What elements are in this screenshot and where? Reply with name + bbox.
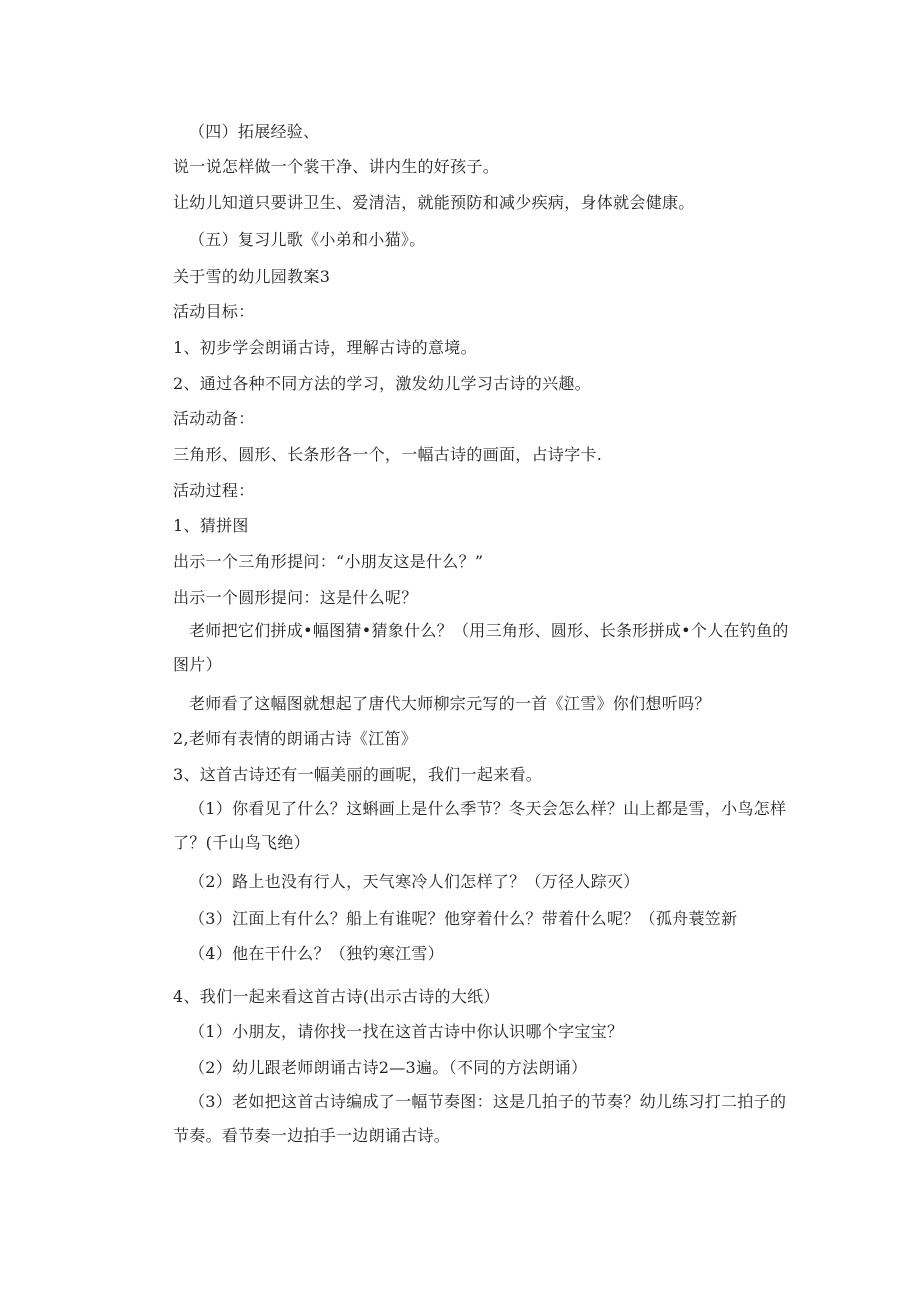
paragraph: 出示一个圆形提问：这是什么呢？ — [173, 588, 418, 607]
paragraph: 2、通过各种不同方法的学习，激发幼儿学习古诗的兴趣。 — [173, 374, 591, 393]
paragraph: （4）他在干什么？（独钓寒江雪） — [189, 944, 444, 963]
paragraph: （2）幼儿跟老师朗诵古诗2—3遍。（不同的方法朗诵） — [189, 1058, 588, 1077]
paragraph: （3）老如把这首古诗编成了一幅节奏图：这是几拍子的节奏？幼儿练习打二拍子的节奏。看节奏一边拍手一边朗诵古诗。 — [173, 1092, 787, 1145]
paragraph: 三角形、圆形、长条形各一个，一幅古诗的画面，占诗字卡. — [173, 445, 603, 464]
paragraph-section-four-heading: （四）拓展经验、 — [189, 122, 320, 141]
paragraph: 4、我们一起来看这首古诗(出示古诗的大纸） — [173, 987, 500, 1006]
paragraph: 3、这首古诗还有一幅美丽的画呢，我们一起来看。 — [173, 765, 543, 784]
paragraph-section-five-heading: （五）复习儿歌《小弟和小猫》。 — [189, 230, 426, 249]
paragraph: 老师把它们拼成•幅图猜•猜象什么？（用三角形、圆形、长条形拼成•个人在钓鱼的图片） — [173, 621, 789, 674]
section-heading-process: 活动过程： — [173, 481, 255, 500]
paragraph: 老师看了这幅图就想起了唐代大师柳宗元写的一首《江雪》你们想听吗？ — [189, 694, 711, 713]
paragraph: 说一说怎样做一个裳干净、讲内生的好孩子。 — [173, 157, 500, 176]
paragraph: 让幼儿知道只要讲卫生、爱清洁，就能预防和减少疾病，身体就会健康。 — [173, 193, 695, 212]
paragraph: （1）你看见了什么？这蝌画上是什么季节？冬天会怎么样？山上都是雪，小鸟怎样了？(千山鸟飞绝） — [173, 799, 787, 852]
lesson-plan-title: 关于雪的幼儿园教案3 — [173, 267, 331, 286]
paragraph: 1、猜拼图 — [173, 516, 249, 535]
paragraph: （1）小朋友，请你找一找在这首古诗中你认识哪个字宝宝？ — [189, 1022, 624, 1041]
paragraph: 2,老师有表情的朗诵古诗《江笛》 — [173, 729, 418, 748]
section-heading-preparation: 活动动备： — [173, 409, 255, 428]
paragraph: （3）江面上有什么？船上有谁呢？他穿着什么？带着什么呢？（孤舟蓑笠新 — [189, 909, 738, 928]
paragraph: 1、初步学会朗诵古诗，理解古诗的意境。 — [173, 338, 477, 357]
paragraph: 出示一个三角形提问：“小朋友这是什么？” — [173, 552, 484, 571]
paragraph: （2）路上也没有行人，天气寒冷人们怎样了？（万径人踪灭） — [189, 872, 640, 891]
section-heading-goals: 活动目标： — [173, 302, 255, 321]
